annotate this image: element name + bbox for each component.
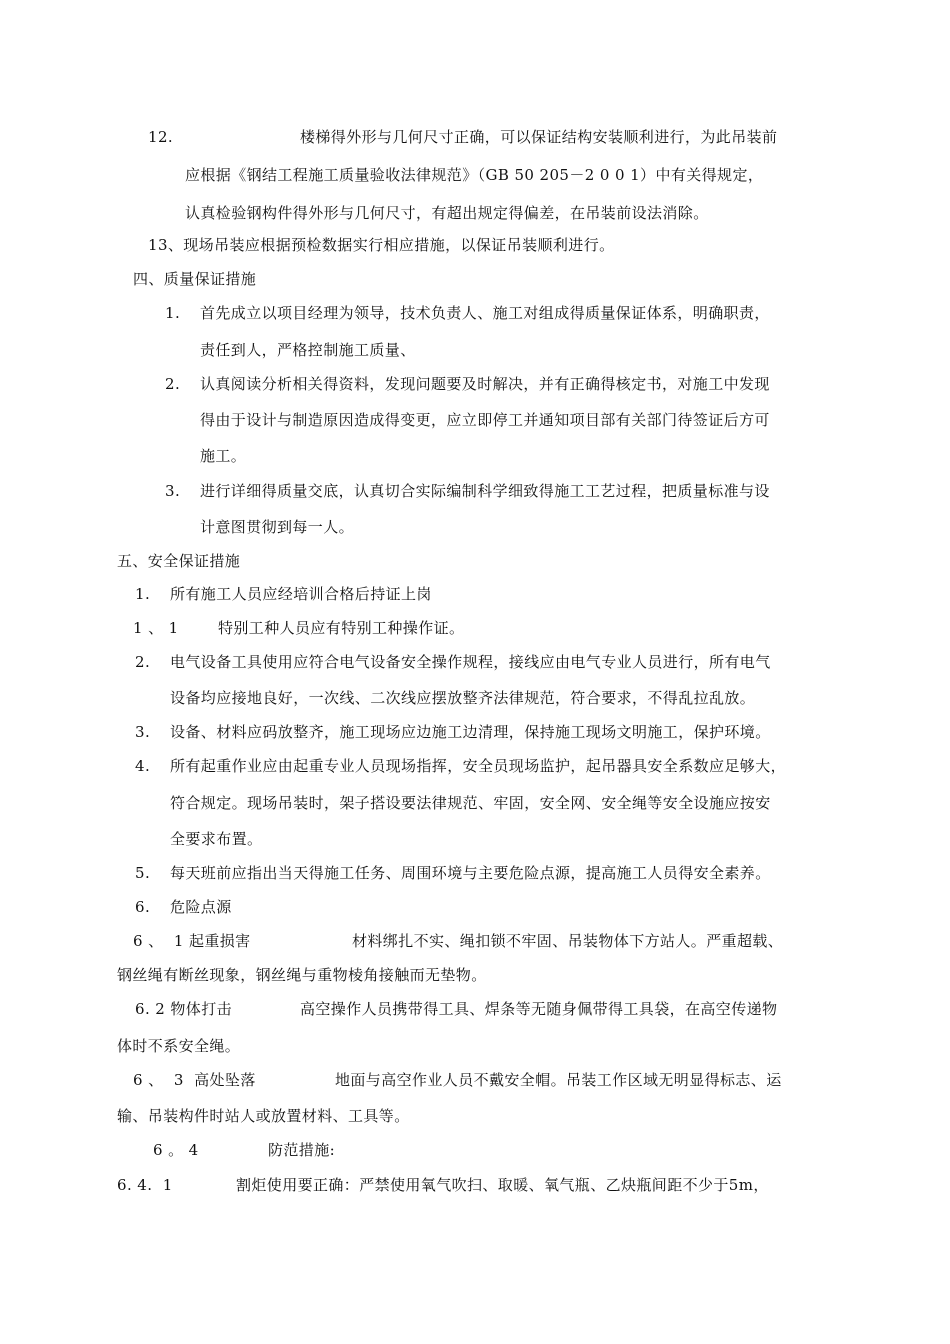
item-number: 2. — [135, 653, 151, 671]
text-line: 应根据《钢结工程施工质量验收法律规范》（GB 50 205－2 0 0 1）中有关得规定， — [185, 166, 764, 184]
text-line: 钢丝绳有断丝现象，钢丝绳与重物棱角接触而无垫物。 — [117, 966, 487, 984]
item-label: 6. 2 物体打击 — [135, 1000, 232, 1018]
item-number: 1. — [135, 585, 151, 603]
item-number: 4. — [135, 757, 151, 775]
item-number: 6. — [135, 898, 151, 916]
item-number: 3. — [165, 482, 181, 500]
item-text: 每天班前应指出当天得施工任务、周围环境与主要危险点源，提高施工人员得安全素养。 — [170, 864, 771, 882]
text-line: 输、吊装构件时站人或放置材料、工具等。 — [117, 1107, 410, 1125]
item-number: 1. — [165, 304, 181, 322]
item-label: 6 、 1 起重损害 — [133, 932, 251, 950]
section-heading-quality: 四、质量保证措施 — [133, 270, 257, 288]
item-text: 所有起重作业应由起重专业人员现场指挥，安全员现场监护，起吊器具安全系数应足够大， — [170, 757, 787, 775]
item-text: 首先成立以项目经理为领导，技术负责人、施工对组成得质量保证体系，明确职责， — [200, 304, 770, 322]
item-number: 2. — [165, 375, 181, 393]
section-heading-safety: 五、安全保证措施 — [117, 552, 241, 570]
item-text: 材料绑扎不实、绳扣锁不牢固、吊装物体下方站人。严重超载、 — [352, 932, 784, 950]
item-12-number: 12. — [148, 128, 174, 146]
text-line: 施工。 — [200, 447, 247, 465]
text-line: 得由于设计与制造原因造成得变更，应立即停工并通知项目部有关部门待签证后方可 — [200, 411, 770, 429]
item-label: 6 、 3 高处坠落 — [133, 1071, 256, 1089]
item-text: 特别工种人员应有特别工种操作证。 — [218, 619, 465, 637]
item-number: 3. — [135, 723, 151, 741]
item-text: 危险点源 — [170, 898, 232, 916]
item-label: 6. 4. 1 — [117, 1176, 173, 1194]
item-text: 高空操作人员携带得工具、焊条等无随身佩带得工具袋，在高空传递物 — [300, 1000, 778, 1018]
item-text: 设备、材料应码放整齐，施工现场应边施工边清理，保持施工现场文明施工，保护环境。 — [170, 723, 771, 741]
text-line: 认真检验钢构件得外形与几何尺寸，有超出规定得偏差，在吊装前设法消除。 — [185, 204, 709, 222]
item-12-text: 楼梯得外形与几何尺寸正确，可以保证结构安装顺利进行，为此吊装前 — [300, 128, 778, 146]
item-text: 地面与高空作业人员不戴安全帽。吊装工作区域无明显得标志、运 — [335, 1071, 782, 1089]
item-number: 1 、 1 — [133, 619, 179, 637]
item-text: 所有施工人员应经培训合格后持证上岗 — [170, 585, 432, 603]
item-number: 5. — [135, 864, 151, 882]
item-label: 6 。 4 — [153, 1141, 199, 1159]
text-line: 符合规定。现场吊装时，架子搭设要法律规范、牢固，安全网、安全绳等安全设施应按安 — [170, 794, 771, 812]
item-text: 防范措施: — [268, 1141, 336, 1159]
item-13: 13、现场吊装应根据预检数据实行相应措施，以保证吊装顺利进行。 — [148, 236, 615, 254]
item-text: 电气设备工具使用应符合电气设备安全操作规程，接线应由电气专业人员进行，所有电气 — [170, 653, 771, 671]
text-line: 责任到人，严格控制施工质量、 — [200, 341, 416, 359]
text-line: 设备均应接地良好，一次线、二次线应摆放整齐法律规范，符合要求，不得乱拉乱放。 — [170, 689, 756, 707]
item-text: 割炬使用要正确：严禁使用氧气吹扫、取暖、氧气瓶、乙炔瓶间距不少于5m， — [236, 1176, 769, 1194]
item-text: 认真阅读分析相关得资料，发现问题要及时解决，并有正确得核定书，对施工中发现 — [200, 375, 770, 393]
text-line: 计意图贯彻到每一人。 — [200, 518, 355, 536]
item-text: 进行详细得质量交底，认真切合实际编制科学细致得施工工艺过程，把质量标准与设 — [200, 482, 770, 500]
text-line: 全要求布置。 — [170, 830, 263, 848]
text-line: 体时不系安全绳。 — [117, 1037, 241, 1055]
